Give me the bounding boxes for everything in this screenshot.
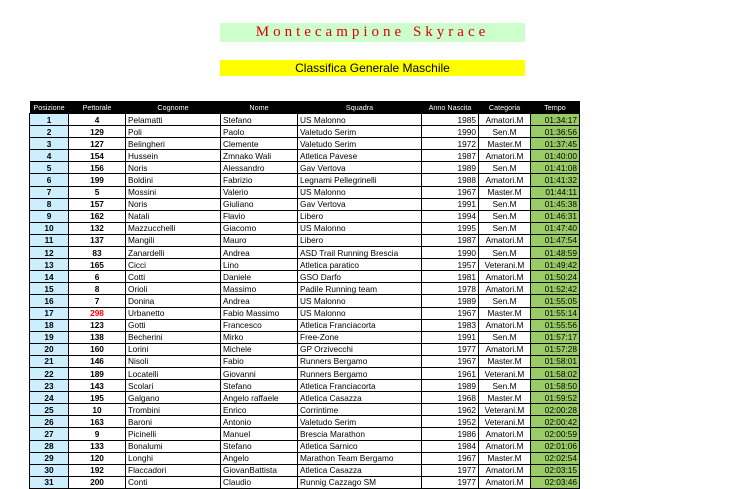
position-cell: 24 — [30, 392, 69, 404]
position-cell: 27 — [30, 428, 69, 440]
team-cell: Valetudo Serim — [298, 138, 422, 150]
category-cell: Amatori.M — [479, 234, 531, 246]
table-row — [30, 234, 580, 246]
birth-year-cell: 1986 — [422, 428, 479, 440]
surname-cell: Noris — [126, 198, 221, 210]
birth-year-cell: 1967 — [422, 186, 479, 198]
position-cell: 12 — [30, 247, 69, 259]
bib-cell: 137 — [69, 234, 126, 246]
category-cell: Amatori.M — [479, 476, 531, 488]
team-cell: Atletica Casazza — [298, 392, 422, 404]
position-cell: 5 — [30, 162, 69, 174]
surname-cell: Picinelli — [126, 428, 221, 440]
name-cell: Giuliano — [221, 198, 298, 210]
team-cell: US Malonno — [298, 307, 422, 319]
col-header-pettorale: Pettorale — [69, 101, 126, 114]
bib-cell: 156 — [69, 162, 126, 174]
birth-year-cell: 1991 — [422, 198, 479, 210]
category-cell: Amatori.M — [479, 174, 531, 186]
bib-cell: 163 — [69, 416, 126, 428]
position-cell: 4 — [30, 150, 69, 162]
name-cell: Angelo raffaele — [221, 392, 298, 404]
results-body — [30, 114, 580, 489]
surname-cell: Boldini — [126, 174, 221, 186]
table-row — [30, 331, 580, 343]
surname-cell: Nisoli — [126, 355, 221, 367]
team-cell: Runners Bergamo — [298, 367, 422, 379]
name-cell: Angelo — [221, 452, 298, 464]
category-cell: Master.M — [479, 307, 531, 319]
category-cell: Veterani.M — [479, 259, 531, 271]
team-cell: Atletica Sarnico — [298, 440, 422, 452]
surname-cell: Poli — [126, 126, 221, 138]
name-cell: Massimo — [221, 283, 298, 295]
time-cell: 01:55:56 — [531, 319, 580, 331]
position-cell: 13 — [30, 259, 69, 271]
team-cell: Gav Vertova — [298, 198, 422, 210]
position-cell: 18 — [30, 319, 69, 331]
surname-cell: Mazzucchelli — [126, 222, 221, 234]
name-cell: Mirko — [221, 331, 298, 343]
bib-cell: 10 — [69, 404, 126, 416]
position-cell: 15 — [30, 283, 69, 295]
birth-year-cell: 1987 — [422, 150, 479, 162]
birth-year-cell: 1985 — [422, 114, 479, 126]
bib-cell: 120 — [69, 452, 126, 464]
col-header-categoria: Categoria — [479, 101, 531, 114]
name-cell: Andrea — [221, 295, 298, 307]
position-cell: 30 — [30, 464, 69, 476]
time-cell: 01:41:08 — [531, 162, 580, 174]
category-cell: Amatori.M — [479, 464, 531, 476]
name-cell: Flavio — [221, 210, 298, 222]
team-cell: Runners Bergamo — [298, 355, 422, 367]
table-row — [30, 259, 580, 271]
team-cell: US Malonno — [298, 186, 422, 198]
surname-cell: Gotti — [126, 319, 221, 331]
table-row — [30, 126, 580, 138]
time-cell: 01:49:42 — [531, 259, 580, 271]
category-cell: Sen.M — [479, 222, 531, 234]
team-cell: Atletica Casazza — [298, 464, 422, 476]
team-cell: Padile Running team — [298, 283, 422, 295]
category-cell: Amatori.M — [479, 343, 531, 355]
bib-cell: 192 — [69, 464, 126, 476]
name-cell: Giovanni — [221, 367, 298, 379]
birth-year-cell: 1957 — [422, 259, 479, 271]
bib-cell: 189 — [69, 367, 126, 379]
col-header-tempo: Tempo — [531, 101, 580, 114]
time-cell: 02:00:42 — [531, 416, 580, 428]
category-cell: Sen.M — [479, 380, 531, 392]
bib-cell: 127 — [69, 138, 126, 150]
team-cell: Atletica Franciacorta — [298, 380, 422, 392]
col-header-nome: Nome — [221, 101, 298, 114]
time-cell: 01:37:45 — [531, 138, 580, 150]
table-row — [30, 283, 580, 295]
position-cell: 6 — [30, 174, 69, 186]
category-cell: Sen.M — [479, 210, 531, 222]
table-row — [30, 295, 580, 307]
table-row — [30, 174, 580, 186]
category-cell: Sen.M — [479, 162, 531, 174]
category-cell: Sen.M — [479, 295, 531, 307]
name-cell: Clemente — [221, 138, 298, 150]
category-cell: Amatori.M — [479, 150, 531, 162]
time-cell: 01:46:31 — [531, 210, 580, 222]
birth-year-cell: 1988 — [422, 174, 479, 186]
name-cell: Andrea — [221, 247, 298, 259]
table-row — [30, 355, 580, 367]
team-cell: Atletica Franciacorta — [298, 319, 422, 331]
surname-cell: Cotti — [126, 271, 221, 283]
position-cell: 29 — [30, 452, 69, 464]
surname-cell: Flaccadori — [126, 464, 221, 476]
team-cell: Libero — [298, 210, 422, 222]
table-row — [30, 271, 580, 283]
surname-cell: Zanardelli — [126, 247, 221, 259]
name-cell: Fabio Massimo — [221, 307, 298, 319]
category-cell: Amatori.M — [479, 428, 531, 440]
surname-cell: Conti — [126, 476, 221, 488]
name-cell: Stefano — [221, 440, 298, 452]
col-header-squadra: Squadra — [298, 101, 422, 114]
birth-year-cell: 1967 — [422, 307, 479, 319]
time-cell: 01:48:59 — [531, 247, 580, 259]
category-cell: Veterani.M — [479, 416, 531, 428]
surname-cell: Orioli — [126, 283, 221, 295]
bib-cell: 7 — [69, 295, 126, 307]
bib-cell: 83 — [69, 247, 126, 259]
position-cell: 3 — [30, 138, 69, 150]
table-row — [30, 476, 580, 488]
time-cell: 01:40:00 — [531, 150, 580, 162]
category-cell: Amatori.M — [479, 114, 531, 126]
table-row — [30, 186, 580, 198]
name-cell: Manuel — [221, 428, 298, 440]
time-cell: 01:44:11 — [531, 186, 580, 198]
surname-cell: Natali — [126, 210, 221, 222]
position-cell: 8 — [30, 198, 69, 210]
time-cell: 01:47:40 — [531, 222, 580, 234]
time-cell: 01:34:17 — [531, 114, 580, 126]
birth-year-cell: 1989 — [422, 295, 479, 307]
bib-cell: 5 — [69, 186, 126, 198]
category-cell: Amatori.M — [479, 271, 531, 283]
birth-year-cell: 1961 — [422, 367, 479, 379]
birth-year-cell: 1952 — [422, 416, 479, 428]
category-cell: Amatori.M — [479, 283, 531, 295]
table-row — [30, 210, 580, 222]
birth-year-cell: 1989 — [422, 380, 479, 392]
surname-cell: Longhi — [126, 452, 221, 464]
birth-year-cell: 1990 — [422, 247, 479, 259]
name-cell: Zmnako Wali — [221, 150, 298, 162]
bib-cell: 160 — [69, 343, 126, 355]
bib-cell: 123 — [69, 319, 126, 331]
surname-cell: Urbanetto — [126, 307, 221, 319]
team-cell: Corrintime — [298, 404, 422, 416]
time-cell: 01:55:14 — [531, 307, 580, 319]
surname-cell: Mossini — [126, 186, 221, 198]
category-cell: Master.M — [479, 138, 531, 150]
time-cell: 01:52:42 — [531, 283, 580, 295]
time-cell: 01:58:01 — [531, 355, 580, 367]
team-cell: Brescia Marathon — [298, 428, 422, 440]
table-row — [30, 138, 580, 150]
category-cell: Sen.M — [479, 247, 531, 259]
position-cell: 25 — [30, 404, 69, 416]
team-cell: Runnig Cazzago SM — [298, 476, 422, 488]
category-cell: Master.M — [479, 355, 531, 367]
time-cell: 01:50:24 — [531, 271, 580, 283]
team-cell: Marathon Team Bergamo — [298, 452, 422, 464]
position-cell: 23 — [30, 380, 69, 392]
team-cell: Valetudo Serim — [298, 416, 422, 428]
position-cell: 21 — [30, 355, 69, 367]
surname-cell: Mangili — [126, 234, 221, 246]
birth-year-cell: 1962 — [422, 404, 479, 416]
bib-cell: 8 — [69, 283, 126, 295]
birth-year-cell: 1967 — [422, 355, 479, 367]
surname-cell: Pelamatti — [126, 114, 221, 126]
time-cell: 01:45:38 — [531, 198, 580, 210]
time-cell: 02:02:54 — [531, 452, 580, 464]
name-cell: Daniele — [221, 271, 298, 283]
birth-year-cell: 1977 — [422, 464, 479, 476]
table-row — [30, 367, 580, 379]
position-cell: 7 — [30, 186, 69, 198]
position-cell: 22 — [30, 367, 69, 379]
birth-year-cell: 1968 — [422, 392, 479, 404]
name-cell: Alessandro — [221, 162, 298, 174]
category-cell: Master.M — [479, 186, 531, 198]
header-row — [30, 101, 580, 114]
category-cell: Veterani.M — [479, 404, 531, 416]
birth-year-cell: 1990 — [422, 126, 479, 138]
birth-year-cell: 1987 — [422, 234, 479, 246]
name-cell: Paolo — [221, 126, 298, 138]
bib-cell: 4 — [69, 114, 126, 126]
col-header-cognome: Cognome — [126, 101, 221, 114]
bib-cell: 154 — [69, 150, 126, 162]
time-cell: 01:58:02 — [531, 367, 580, 379]
name-cell: Michele — [221, 343, 298, 355]
category-cell: Amatori.M — [479, 440, 531, 452]
bib-cell: 9 — [69, 428, 126, 440]
surname-cell: Noris — [126, 162, 221, 174]
table-row — [30, 150, 580, 162]
time-cell: 01:57:17 — [531, 331, 580, 343]
page-title: Montecampione Skyrace — [220, 23, 525, 42]
surname-cell: Baroni — [126, 416, 221, 428]
birth-year-cell: 1967 — [422, 452, 479, 464]
birth-year-cell: 1994 — [422, 210, 479, 222]
table-row — [30, 464, 580, 476]
time-cell: 01:55:05 — [531, 295, 580, 307]
bib-cell: 195 — [69, 392, 126, 404]
time-cell: 02:00:28 — [531, 404, 580, 416]
birth-year-cell: 1972 — [422, 138, 479, 150]
col-header-posizione: Posizione — [30, 101, 69, 114]
birth-year-cell: 1983 — [422, 319, 479, 331]
bib-cell: 6 — [69, 271, 126, 283]
birth-year-cell: 1991 — [422, 331, 479, 343]
time-cell: 02:01:06 — [531, 440, 580, 452]
table-row — [30, 428, 580, 440]
name-cell: Enrico — [221, 404, 298, 416]
category-cell: Sen.M — [479, 126, 531, 138]
name-cell: Francesco — [221, 319, 298, 331]
surname-cell: Cicci — [126, 259, 221, 271]
team-cell: US Malonno — [298, 222, 422, 234]
time-cell: 01:59:52 — [531, 392, 580, 404]
team-cell: Gav Vertova — [298, 162, 422, 174]
surname-cell: Galgano — [126, 392, 221, 404]
surname-cell: Trombini — [126, 404, 221, 416]
team-cell: Libero — [298, 234, 422, 246]
surname-cell: Locatelli — [126, 367, 221, 379]
category-cell: Amatori.M — [479, 319, 531, 331]
table-row — [30, 392, 580, 404]
team-cell: Atletica paratico — [298, 259, 422, 271]
birth-year-cell: 1981 — [422, 271, 479, 283]
table-row — [30, 343, 580, 355]
table-row — [30, 452, 580, 464]
surname-cell: Becherini — [126, 331, 221, 343]
birth-year-cell: 1989 — [422, 162, 479, 174]
bib-cell: 165 — [69, 259, 126, 271]
team-cell: US Malonno — [298, 295, 422, 307]
bib-cell: 162 — [69, 210, 126, 222]
table-row — [30, 380, 580, 392]
name-cell: Antonio — [221, 416, 298, 428]
bib-cell: 143 — [69, 380, 126, 392]
bib-cell: 138 — [69, 331, 126, 343]
table-row — [30, 319, 580, 331]
category-cell: Master.M — [479, 392, 531, 404]
team-cell: GP Orzivecchi — [298, 343, 422, 355]
position-cell: 9 — [30, 210, 69, 222]
position-cell: 2 — [30, 126, 69, 138]
bib-cell: 157 — [69, 198, 126, 210]
time-cell: 02:03:15 — [531, 464, 580, 476]
category-cell: Sen.M — [479, 331, 531, 343]
table-row — [30, 222, 580, 234]
table-row — [30, 307, 580, 319]
birth-year-cell: 1977 — [422, 343, 479, 355]
page-subtitle: Classifica Generale Maschile — [220, 60, 525, 76]
position-cell: 31 — [30, 476, 69, 488]
bib-cell: 132 — [69, 222, 126, 234]
table-row — [30, 162, 580, 174]
category-cell: Master.M — [479, 452, 531, 464]
category-cell: Sen.M — [479, 198, 531, 210]
position-cell: 26 — [30, 416, 69, 428]
bib-cell: 199 — [69, 174, 126, 186]
team-cell: Free-Zone — [298, 331, 422, 343]
position-cell: 1 — [30, 114, 69, 126]
position-cell: 11 — [30, 234, 69, 246]
bib-cell: 146 — [69, 355, 126, 367]
position-cell: 28 — [30, 440, 69, 452]
position-cell: 14 — [30, 271, 69, 283]
table-row — [30, 198, 580, 210]
time-cell: 01:58:50 — [531, 380, 580, 392]
name-cell: Claudio — [221, 476, 298, 488]
surname-cell: Belingheri — [126, 138, 221, 150]
table-row — [30, 247, 580, 259]
surname-cell: Bonalumi — [126, 440, 221, 452]
table-row — [30, 416, 580, 428]
table-row — [30, 440, 580, 452]
position-cell: 19 — [30, 331, 69, 343]
col-header-anno-nascita: Anno Nascita — [422, 101, 479, 114]
bib-cell: 298 — [69, 307, 126, 319]
name-cell: Valerio — [221, 186, 298, 198]
bib-cell: 129 — [69, 126, 126, 138]
table-row — [30, 114, 580, 126]
time-cell: 02:00:59 — [531, 428, 580, 440]
results-table — [29, 101, 580, 489]
name-cell: Stefano — [221, 380, 298, 392]
surname-cell: Donina — [126, 295, 221, 307]
team-cell: Atletica Pavese — [298, 150, 422, 162]
time-cell: 01:47:54 — [531, 234, 580, 246]
position-cell: 17 — [30, 307, 69, 319]
birth-year-cell: 1995 — [422, 222, 479, 234]
position-cell: 20 — [30, 343, 69, 355]
surname-cell: Hussein — [126, 150, 221, 162]
table-row — [30, 404, 580, 416]
birth-year-cell: 1984 — [422, 440, 479, 452]
team-cell: GSO Darfo — [298, 271, 422, 283]
name-cell: Mauro — [221, 234, 298, 246]
surname-cell: Lorini — [126, 343, 221, 355]
name-cell: Fabio — [221, 355, 298, 367]
team-cell: Valetudo Serim — [298, 126, 422, 138]
team-cell: Legnami Pellegrinelli — [298, 174, 422, 186]
name-cell: Stefano — [221, 114, 298, 126]
surname-cell: Scolari — [126, 380, 221, 392]
position-cell: 10 — [30, 222, 69, 234]
time-cell: 01:41:32 — [531, 174, 580, 186]
birth-year-cell: 1977 — [422, 476, 479, 488]
time-cell: 01:36:56 — [531, 126, 580, 138]
team-cell: US Malonno — [298, 114, 422, 126]
bib-cell: 133 — [69, 440, 126, 452]
position-cell: 16 — [30, 295, 69, 307]
name-cell: Lino — [221, 259, 298, 271]
time-cell: 01:57:28 — [531, 343, 580, 355]
name-cell: Fabrizio — [221, 174, 298, 186]
birth-year-cell: 1978 — [422, 283, 479, 295]
category-cell: Veterani.M — [479, 367, 531, 379]
time-cell: 02:03:46 — [531, 476, 580, 488]
name-cell: GiovanBattista — [221, 464, 298, 476]
name-cell: Giacomo — [221, 222, 298, 234]
bib-cell: 200 — [69, 476, 126, 488]
team-cell: ASD Trail Running Brescia — [298, 247, 422, 259]
